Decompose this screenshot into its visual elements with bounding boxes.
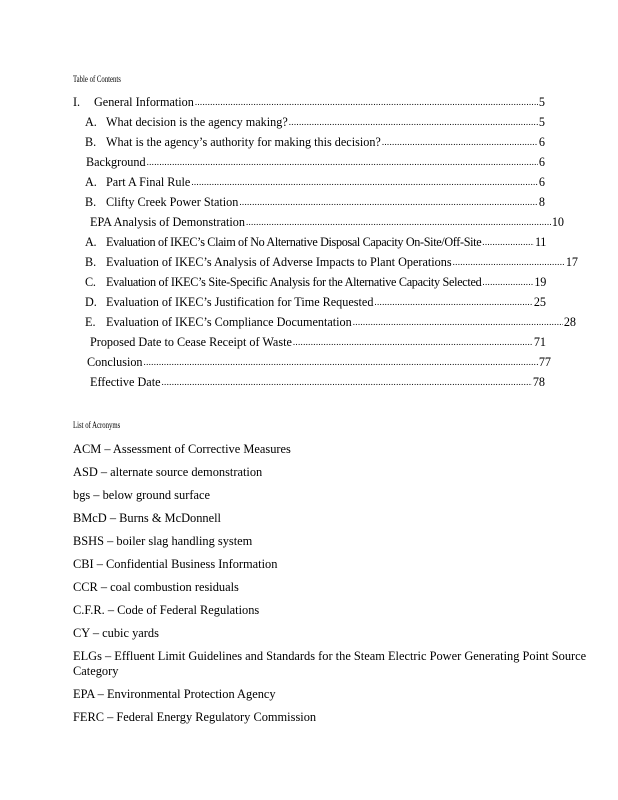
toc-entry[interactable] [85,175,545,191]
toc-label: Evaluation of IKEC’s Compliance Documentation [106,315,352,329]
toc-page: 5 [538,95,545,109]
toc-label: Effective Date [90,375,161,389]
acronym-item: ELGs – Effluent Limit Guidelines and Standards for the Steam Electric Power Generating Point Source Category [73,649,587,678]
toc-page: 11 [534,235,546,249]
toc-entry[interactable] [85,195,545,211]
dot-leader [195,94,538,109]
acronym-item: CY – cubic yards [73,626,159,640]
toc-label: General Information [94,95,194,109]
dot-leader [289,114,538,129]
dot-leader [293,334,533,349]
toc-page: 10 [551,215,564,229]
toc-label: Background [86,155,146,169]
dot-leader [482,274,533,289]
dot-leader [191,174,538,189]
toc-number: B. [85,255,97,269]
toc-page: 8 [538,195,545,209]
toc-label: Part A Final Rule [106,175,191,189]
toc-entry[interactable] [85,235,546,251]
toc-number: I. [73,95,81,109]
toc-label: Proposed Date to Cease Receipt of Waste [90,335,292,349]
toc-entry[interactable] [90,215,564,231]
toc-entry[interactable] [86,155,545,171]
dot-leader [239,194,538,209]
dot-leader [453,254,565,269]
toc-label: Evaluation of IKEC’s Justification for Time Requested [106,295,374,309]
toc-entry[interactable] [85,315,576,331]
toc-number: B. [85,135,97,149]
dot-leader [353,314,563,329]
toc-page: 17 [565,255,578,269]
toc-number: D. [85,295,97,309]
toc-entry[interactable] [73,95,545,111]
acronym-item: bgs – below ground surface [73,488,210,502]
acronym-item: BMcD – Burns & McDonnell [73,511,221,525]
toc-entry[interactable] [85,275,546,291]
toc-heading: Table of Contents [73,74,121,84]
toc-number: B. [85,195,97,209]
dot-leader [144,354,538,369]
acronym-item: BSHS – boiler slag handling system [73,534,253,548]
toc-entry[interactable] [85,135,545,151]
toc-label: Conclusion [87,355,143,369]
toc-page: 19 [534,275,546,289]
toc-page: 25 [533,295,546,309]
toc-label: What decision is the agency making? [106,115,288,129]
acronym-item: CBI – Confidential Business Information [73,557,278,571]
acronyms-heading: List of Acronyms [73,420,121,430]
toc-number: A. [85,235,97,249]
toc-entry[interactable] [87,355,551,371]
toc-entry[interactable] [90,375,545,391]
toc-page: 6 [538,135,545,149]
toc-page: 6 [538,155,545,169]
toc-number: A. [85,115,97,129]
toc-entry[interactable] [90,335,546,351]
acronym-item: CCR – coal combustion residuals [73,580,239,594]
toc-page: 6 [538,175,545,189]
toc-label: Evaluation of IKEC’s Analysis of Adverse Impacts to Plant Operations [106,255,452,269]
dot-leader [482,234,534,249]
toc-entry[interactable] [85,295,546,311]
toc-label: EPA Analysis of Demonstration [90,215,245,229]
acronym-item: ASD – alternate source demonstration [73,465,263,479]
toc-number: E. [85,315,96,329]
dot-leader [162,374,532,389]
toc-page: 5 [538,115,545,129]
toc-page: 78 [532,375,545,389]
toc-entry[interactable] [85,115,545,131]
dot-leader [246,214,551,229]
acronym-item: FERC – Federal Energy Regulatory Commission [73,710,317,724]
toc-page: 71 [533,335,546,349]
dot-leader [374,294,532,309]
dot-leader [382,134,538,149]
acronym-item: C.F.R. – Code of Federal Regulations [73,603,260,617]
toc-label: Clifty Creek Power Station [106,195,239,209]
toc-number: A. [85,175,97,189]
acronym-item: ACM – Assessment of Corrective Measures [73,442,291,456]
toc-page: 28 [563,315,576,329]
toc-label: Evaluation of IKEC’s Site-Specific Analysis for the Alternative Capacity Selected [106,275,482,289]
dot-leader [147,154,538,169]
toc-page: 77 [538,355,551,369]
acronym-item: EPA – Environmental Protection Agency [73,687,276,701]
toc-label: What is the agency’s authority for making this decision? [106,135,381,149]
toc-label: Evaluation of IKEC’s Claim of No Alternative Disposal Capacity On-Site/Off-Site [106,235,482,249]
toc-number: C. [85,275,96,289]
toc-entry[interactable] [85,255,578,271]
